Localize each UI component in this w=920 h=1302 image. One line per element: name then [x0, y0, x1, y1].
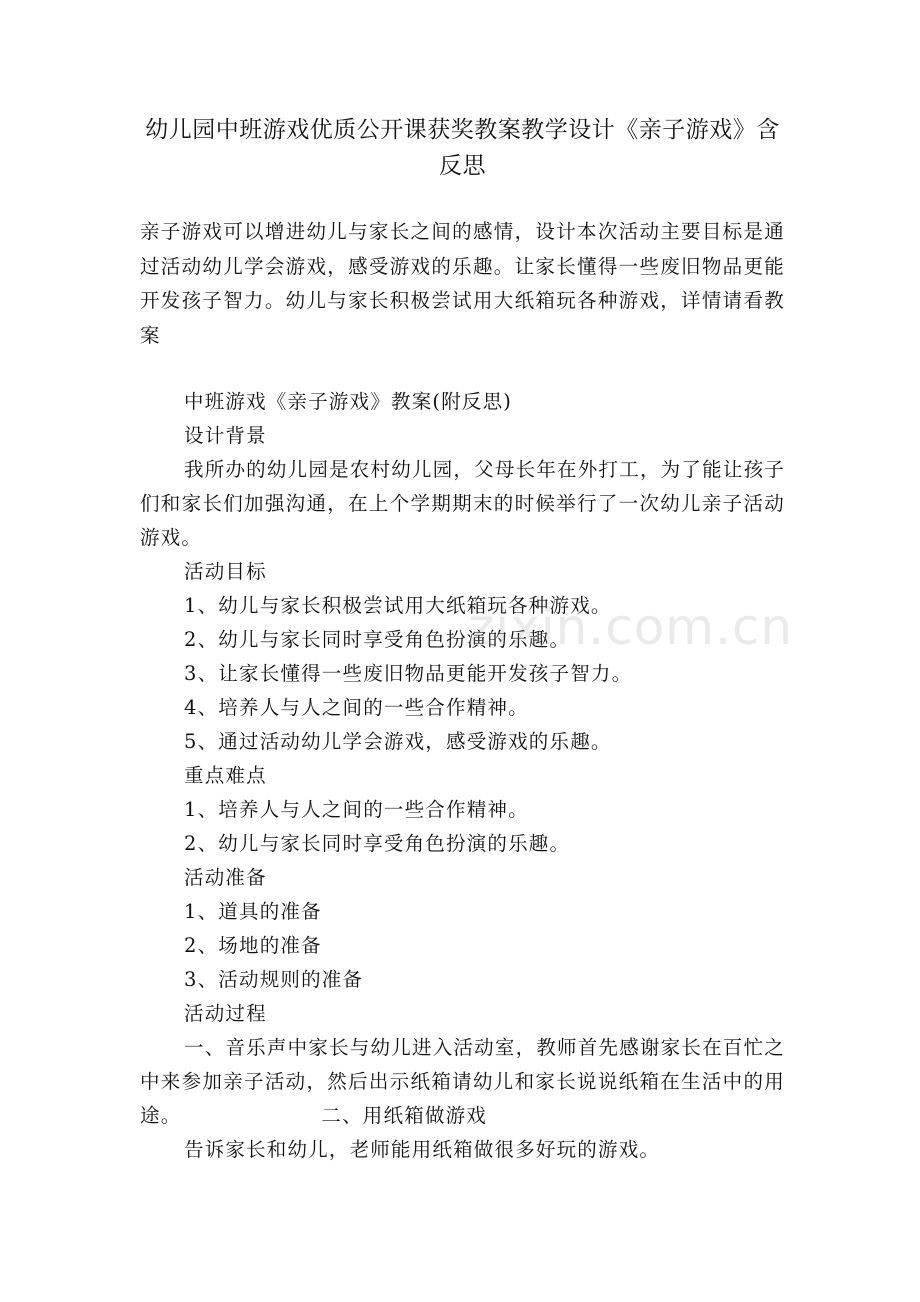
key-point-item: 2、幼儿与家长同时享受角色扮演的乐趣。: [184, 832, 571, 855]
watermark: zixin.com.cn: [468, 598, 794, 656]
goal-item: 1、幼儿与家长积极尝试用大纸箱玩各种游戏。: [184, 594, 612, 617]
background-paragraph: 我所办的幼儿园是农村幼儿园，父母长年在外打工，为了能让孩子们和家长们加强沟通，在上个学期期末的时候举行了一次幼儿亲子活动游戏。: [140, 458, 785, 549]
lesson-body: [140, 385, 785, 1167]
prep-heading: 活动准备: [184, 866, 267, 889]
process-step-1-text: 一、音乐声中家长与幼儿进入活动室，教师首先感谢家长在百忙之中来参加亲子活动，然后出示纸箱请幼儿和家长说说纸箱在生活中的用途。: [140, 1036, 785, 1127]
goal-item: 2、幼儿与家长同时享受角色扮演的乐趣。: [184, 628, 571, 651]
process-step-paragraph: [140, 1031, 785, 1133]
process-step-2-paragraph: 告诉家长和幼儿，老师能用纸箱做很多好玩的游戏。: [184, 1138, 661, 1161]
goal-item: 5、通过活动幼儿学会游戏，感受游戏的乐趣。: [184, 730, 612, 753]
key-points-heading: 重点难点: [184, 764, 267, 787]
prep-item: 2、场地的准备: [184, 934, 322, 957]
prep-item: 1、道具的准备: [184, 900, 322, 923]
process-step-2-heading: 二、用纸箱做游戏: [321, 1104, 488, 1127]
intro-paragraph: 亲子游戏可以增进幼儿与家长之间的感情，设计本次活动主要目标是通过活动幼儿学会游戏，感受游戏的乐趣。让家长懂得一些废旧物品更能开发孩子智力。幼儿与家长积极尝试用大纸箱玩各种游戏，详情请看教案: [140, 220, 785, 347]
goal-item: 3、让家长懂得一些废旧物品更能开发孩子智力。: [184, 662, 633, 685]
prep-item: 3、活动规则的准备: [184, 968, 364, 991]
background-heading: 设计背景: [184, 424, 267, 447]
goal-item: 4、培养人与人之间的一些合作精神。: [184, 696, 529, 719]
goals-heading: 活动目标: [184, 560, 267, 583]
document-title: 幼儿园中班游戏优质公开课获奖教案教学设计《亲子游戏》含反思: [145, 117, 780, 179]
lesson-heading: 中班游戏《亲子游戏》教案(附反思): [184, 390, 513, 413]
key-point-item: 1、培养人与人之间的一些合作精神。: [184, 798, 529, 821]
process-heading: 活动过程: [184, 1002, 267, 1025]
